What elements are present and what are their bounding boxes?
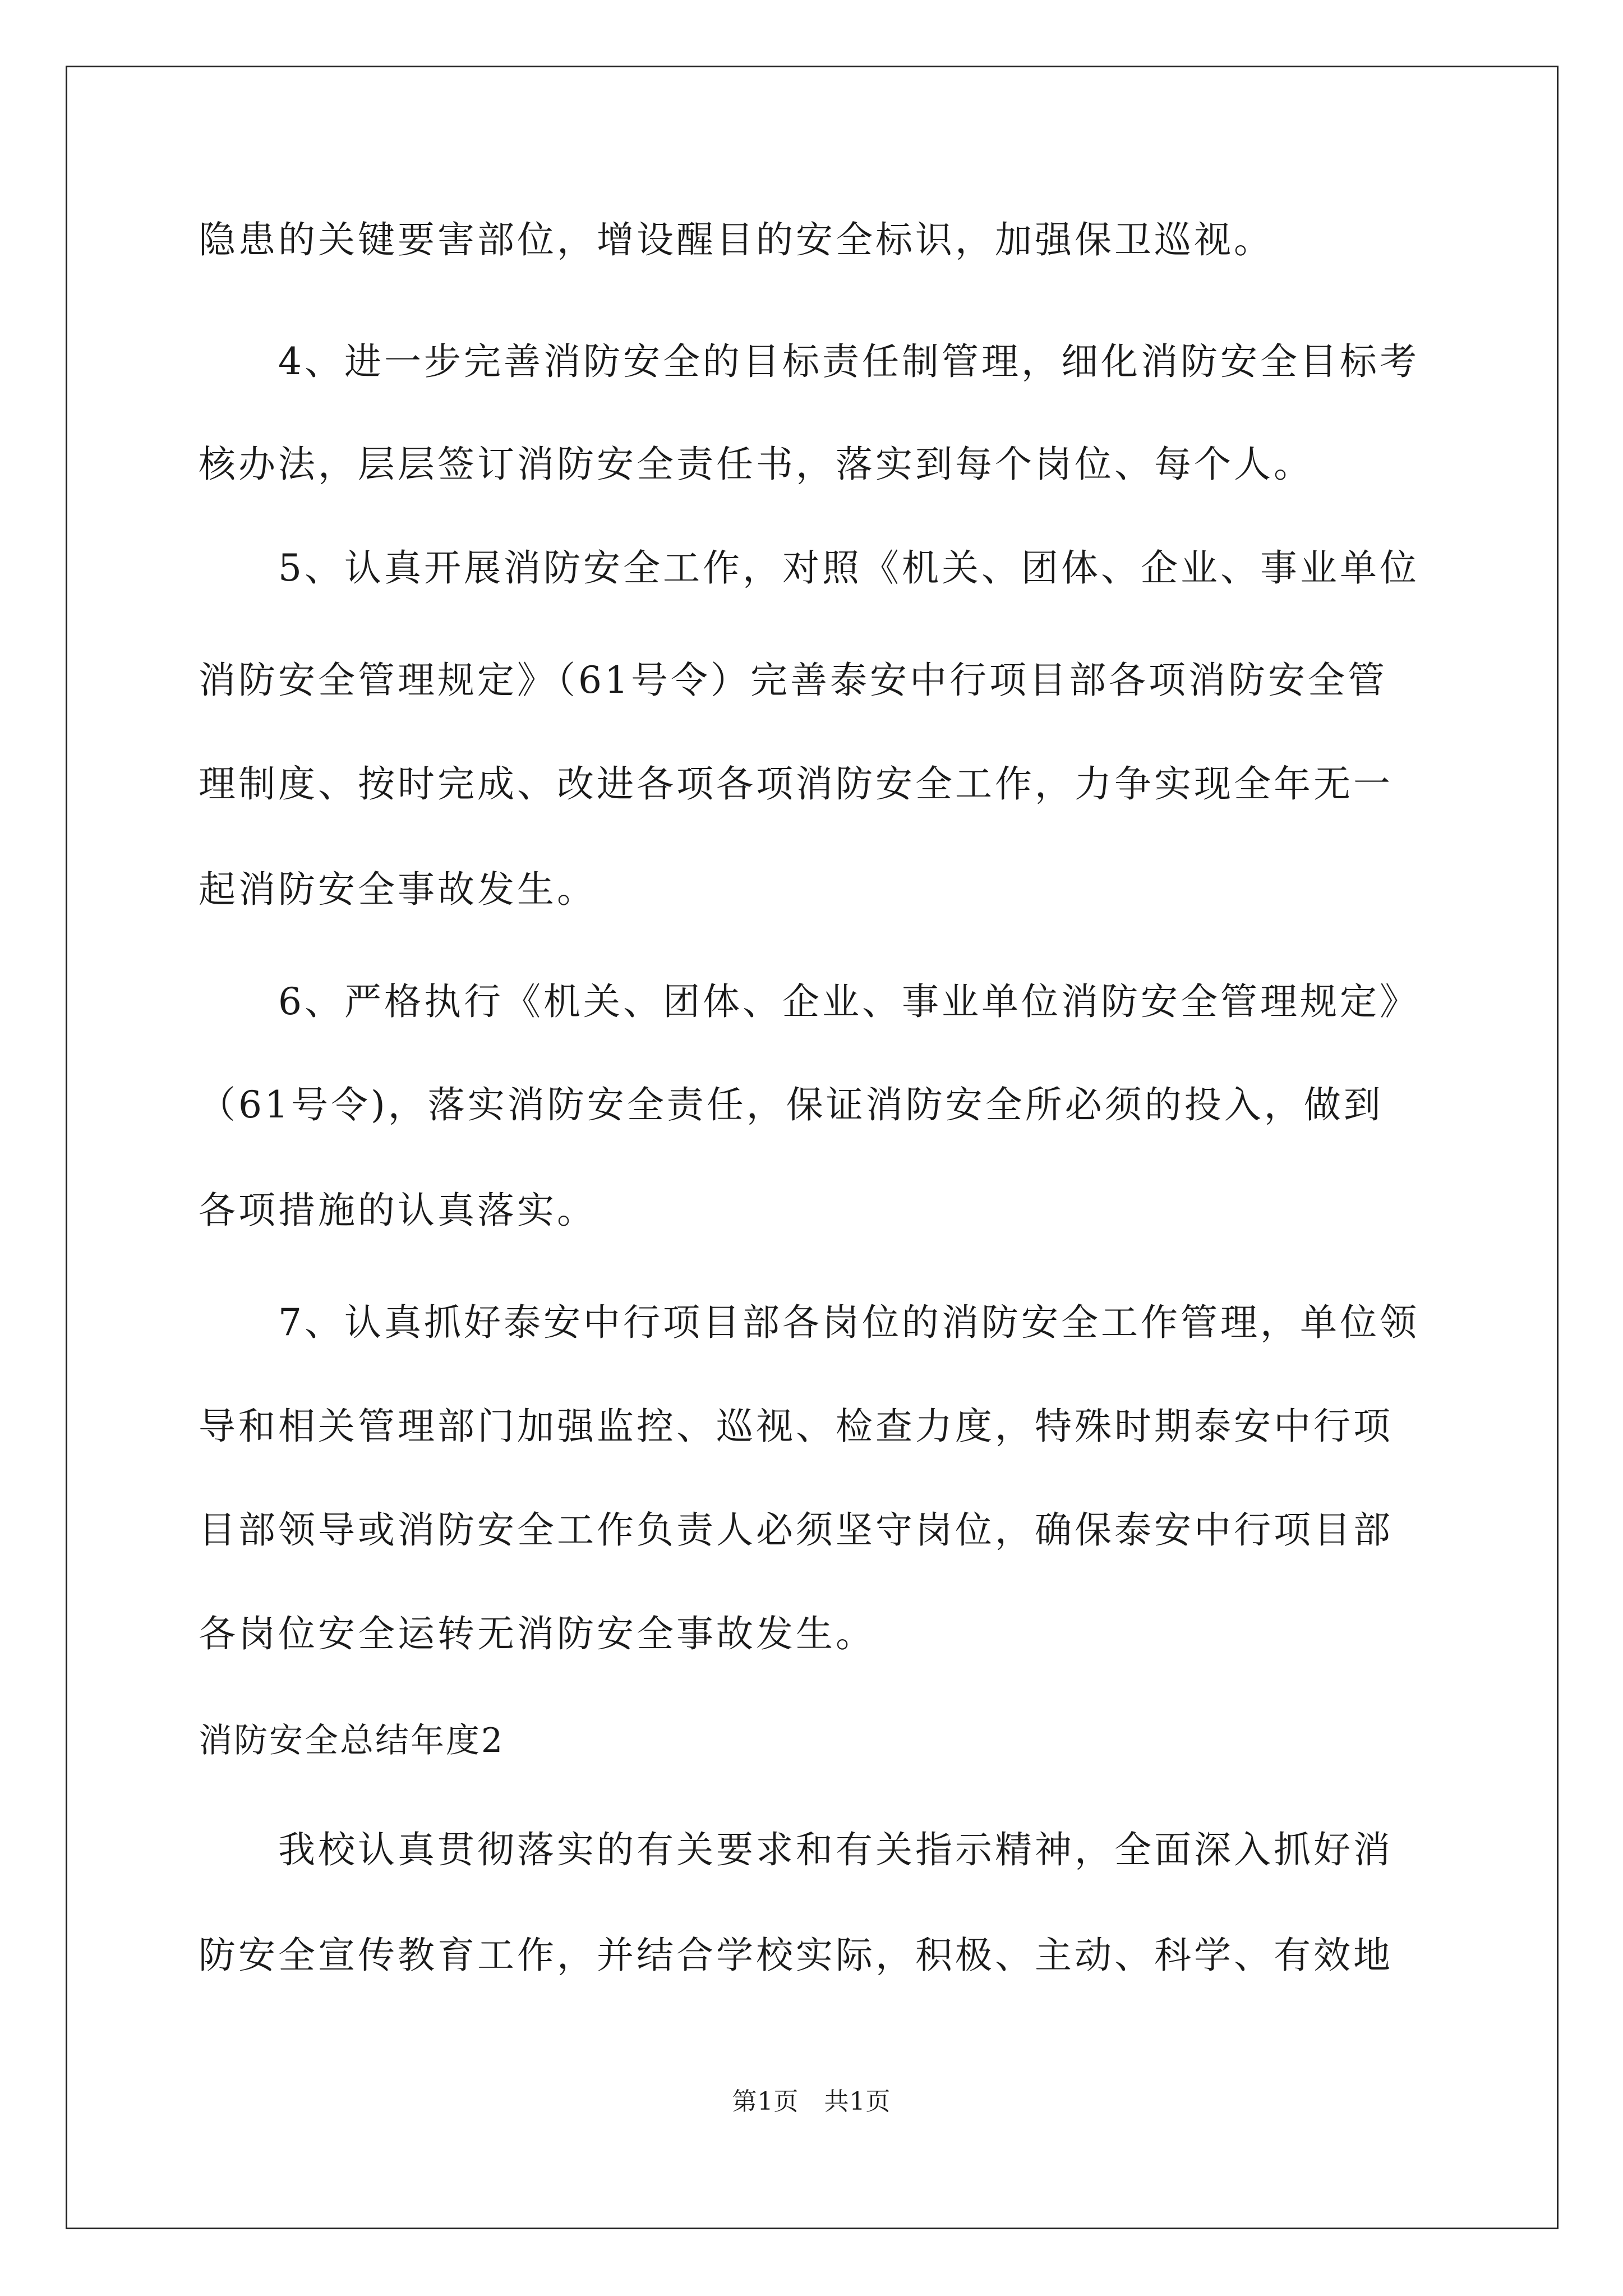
body-text-line: 我校认真贯彻落实的有关要求和有关指示精神，全面深入抓好消 [199,1828,1393,1871]
body-text-line: 理制度、按时完成、改进各项各项消防安全工作，力争实现全年无一 [199,762,1393,806]
body-text-line: （61号令)，落实消防安全责任，保证消防安全所必须的投入，做到 [199,1083,1384,1126]
body-text-line: 7、认真抓好泰安中行项目部各岗位的消防安全工作管理，单位领 [199,1301,1419,1344]
body-text-line: 起消防安全事故发生。 [199,868,597,911]
section-heading: 消防安全总结年度2 [199,1721,505,1760]
page-footer: 第1页 共1页 [732,2087,891,2116]
body-text-line: 核办法，层层签订消防安全责任书，落实到每个岗位、每个人。 [199,443,1313,486]
body-text-line: 6、严格执行《机关、团体、企业、事业单位消防安全管理规定》 [199,980,1419,1023]
page-border [66,66,1559,2229]
body-text-line: 隐患的关键要害部位，增设醒目的安全标识，加强保卫巡视。 [199,218,1274,261]
body-text-line: 5、认真开展消防安全工作，对照《机关、团体、企业、事业单位 [199,546,1419,590]
body-text-line: 目部领导或消防安全工作负责人必须坚守岗位，确保泰安中行项目部 [199,1508,1393,1552]
body-text-line: 导和相关管理部门加强监控、巡视、检查力度，特殊时期泰安中行项 [199,1405,1393,1448]
body-text-line: 各岗位安全运转无消防安全事故发生。 [199,1612,875,1655]
body-text-line: 防安全宣传教育工作，并结合学校实际，积极、主动、科学、有效地 [199,1934,1393,1977]
body-text-line: 各项措施的认真落实。 [199,1189,597,1232]
body-text-line: 4、进一步完善消防安全的目标责任制管理，细化消防安全目标考 [199,340,1419,383]
body-text-line: 消防安全管理规定》（61号令）完善泰安中行项目部各项消防安全管 [199,659,1387,702]
